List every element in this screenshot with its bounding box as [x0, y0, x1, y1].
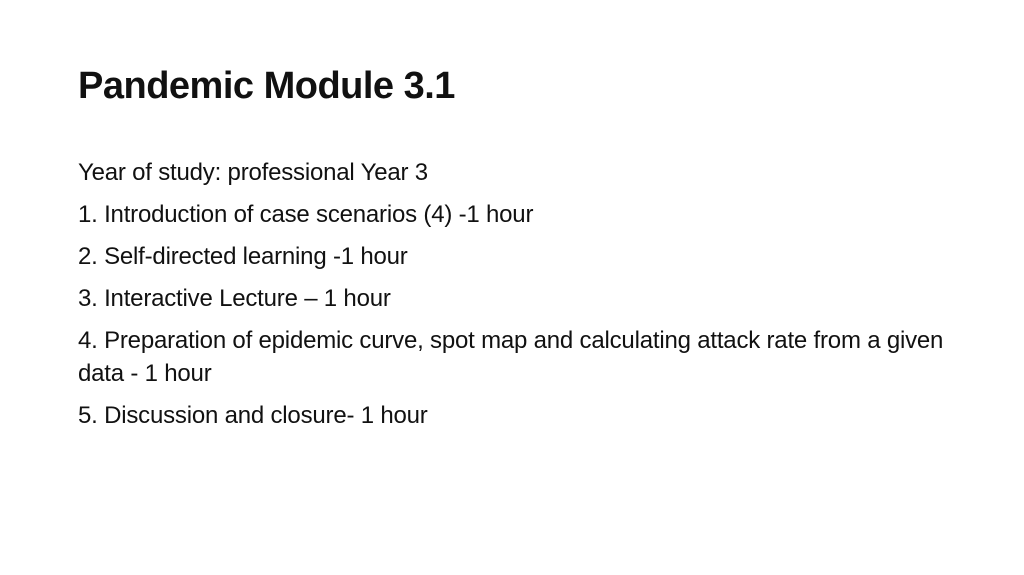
slide-title: Pandemic Module 3.1	[78, 65, 455, 107]
year-of-study-line: Year of study: professional Year 3	[78, 159, 428, 186]
slide-body	[78, 156, 958, 441]
list-item: 2. Self-directed learning -1 hour	[78, 243, 408, 270]
list-item: 5. Discussion and closure- 1 hour	[78, 402, 428, 429]
list-item: 3. Interactive Lecture – 1 hour	[78, 285, 391, 312]
list-item: 1. Introduction of case scenarios (4) -1 hour	[78, 201, 534, 228]
list-item: 4. Preparation of epidemic curve, spot map and calculating attack rate from a given data - 1 hour	[78, 327, 944, 387]
